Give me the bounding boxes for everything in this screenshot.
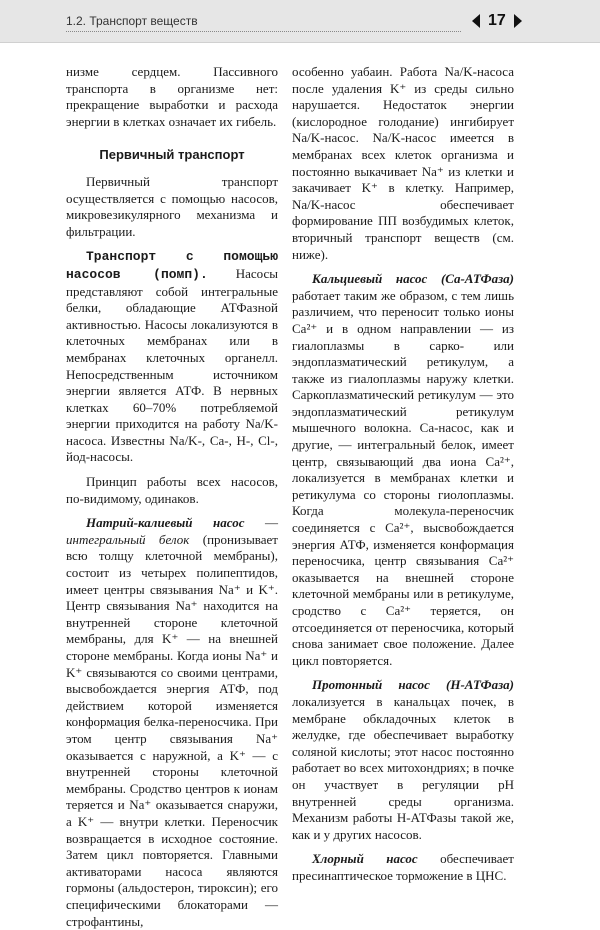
paragraph-h-pump: [292, 677, 514, 843]
paragraph-principle: Принцип работы всех насосов, по-видимому, одинаков.: [66, 474, 278, 506]
paragraph-na-k-pump: [66, 515, 278, 930]
term-cl-pump: Хлорный насос: [312, 851, 418, 867]
continued-paragraph-right: особенно уабаин. Работа Na/K-насоса после удаления K⁺ из среды сильно нарушается. Недостаток энергии (кислородное голодание) ингибирует Na/K-насос. Na/K-насос имеется в мембранах всех клеток организма и постоянно выкачивает Na⁺ из клетки и закачивает K⁺ в клетку. Например, Na/K-насос обеспечивает формирование ПП возбудимых клеток, вторичный транспорт веществ (см. ниже).: [292, 64, 514, 262]
na-k-italic: интегральный белок: [66, 531, 190, 547]
paragraph-pumps: [66, 248, 278, 466]
header-divider: [66, 31, 461, 32]
cl-text: обеспечивает пресинаптическое торможение в ЦНС.: [292, 851, 514, 883]
page-navigation: [472, 10, 522, 32]
section-heading: Первичный транспорт: [99, 147, 245, 163]
term-pumps: Транспорт с помощью насосов (помп).: [66, 249, 278, 282]
pumps-text: Насосы представляют собой интегральные белки, обладающие АТФазной активностью. Насосы локализуются в клеточных мембранах или в мембранах клеточных органелл. Непосредственным источником энергии является АТФ. В нервных клетках 60–70% потребляемой энергии приходится на работу Na/K-насоса. Известны Na/K-, Ca-, H-, Cl-, йод-насосы.: [66, 265, 278, 465]
page-number: 17: [488, 12, 506, 29]
section-title: 1.2. Транспорт веществ: [66, 14, 198, 28]
left-column: [66, 64, 278, 930]
term-ca-pump: Кальциевый насос (Ca-АТФаза): [312, 271, 514, 287]
term-h-pump: Протонный насос (H-АТФаза): [312, 677, 514, 693]
paragraph-ca-pump: [292, 271, 514, 669]
na-k-dash: —: [244, 515, 278, 531]
term-na-k-pump: Натрий-калиевый насос: [86, 515, 245, 531]
next-page-arrow-icon[interactable]: [514, 14, 522, 28]
continued-paragraph: низме сердцем. Пассивного транспорта в организме нет: прекращение выработки и расхода энергии в клетках означает их гибель.: [66, 64, 278, 129]
paragraph-cl-pump: [292, 851, 514, 884]
na-k-text: (пронизывает всю толщу клеточной мембраны), состоит из четырех полипептидов, имеет центры связывания Na⁺ и K⁺. Центр связывания Na⁺ находится на внутренней стороне клеточной мембраны, для K⁺ — на внешней стороне мембраны. Когда ионы Na⁺ и K⁺ связываются со своими центрами, высвобождается энергия АТФ, под действием которой изменяется конформация белка-переносчика. При этом центр связывания Na⁺ оказывается с наружной, а K⁺ — с внутренней стороны клеточной мембраны. Сродство центров к ионам теряется и Na⁺ оказывается снаружи, а K⁺ — внутри клетки. Переносчик возвращается в исходное состояние. Затем цикл повторяется. Главными активаторами насоса являются гормоны (альдостерон, тироксин); его специфическими блокаторами — строфантины,: [66, 531, 278, 929]
running-header: [0, 0, 600, 43]
ca-text: работает таким же образом, с тем лишь различием, что переносит только ионы Ca²⁺ и в одном направлении — из гиалоплазмы в сарко- или эндоплазматический ретикулум, а также из гиалоплазмы наружу клетки. Саркоплазматический ретикулум — это эндоплазматический ретикулум мышечного волокна. Ca-насос, как и другие, — интегральный белок, имеет центр, связывающий два иона Ca²⁺, локализуется в мембранах клетки и ретикулума со стороны гиолоплазмы. Когда молекула-переносчик соединяется с Ca²⁺, высвобождается энергия АТФ, изменяется конформация переносчика, центр связывания Ca²⁺ оказывается на внешней стороне клеточной мембраны или в ретикулуме, сродство с Ca²⁺ теряется, он отсоединяется от переносчика, который снова занимает свое положение. Далее цикл повторяется.: [292, 287, 514, 668]
h-text: локализуется в канальцах почек, в мембране обкладочных клеток в желудке, где обеспечивает выработку соляной кислоты; этот насос постоянно работает во всех митохондриях; в почке он участвует в регуляции pH внутренней среды организма. Механизм работы H-АТФазы такой же, как и у других насосов.: [292, 693, 514, 842]
paragraph-primary-transport: Первичный транспорт осуществляется с помощью насосов, микровезикулярного механизма и фильтрации.: [66, 173, 278, 239]
prev-page-arrow-icon[interactable]: [472, 14, 480, 28]
right-column: [292, 64, 514, 885]
